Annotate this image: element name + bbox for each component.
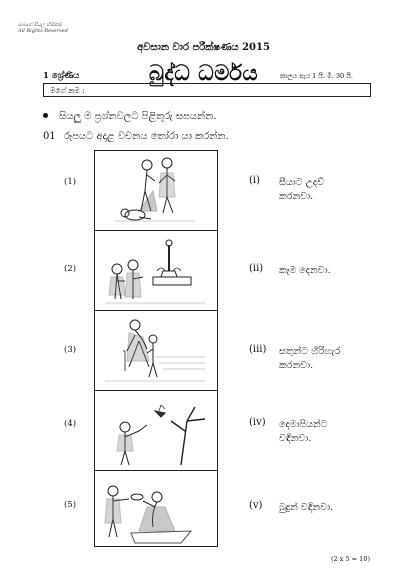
helping-friend-icon [95, 311, 217, 391]
offering-to-buddha-icon [95, 231, 217, 311]
student-name-field[interactable] [43, 83, 371, 97]
picture-4 [95, 391, 217, 471]
answer-label-3: (iii) [249, 344, 267, 355]
grade-label: 1 ශ්‍රේණිය [43, 71, 80, 81]
copyright-line-si: ඔබගේ සියලු හිමිකම් [18, 22, 62, 28]
copyright-line-en: All Rights Reserved [18, 28, 68, 34]
picture-number-2: (2) [64, 264, 77, 274]
picture-2 [95, 231, 217, 311]
picture-column [94, 150, 218, 547]
instruction-text: සියලු ම ප්‍රශ්නවලට පිළිතුරු සපයන්න. [59, 111, 217, 122]
picture-number-5: (5) [64, 500, 77, 510]
answer-3-line-1: සතුන්ට හිරිහැර [279, 346, 341, 357]
question-text: රූපයට අදාළ වචනය තෝරා යා කරන්න. [63, 131, 229, 142]
picture-1 [95, 151, 217, 231]
name-field-label: මගේ නම : [50, 86, 85, 95]
subject-title: බුද්ධ ධර්මය [148, 60, 259, 85]
exam-title: අවසාන වාර පරීක්ෂණය 2015 [137, 42, 270, 53]
picture-5 [95, 471, 217, 548]
copyright-notice [18, 22, 68, 34]
sparing-animals-icon [95, 391, 217, 471]
answer-1-line-2: කරනවා. [279, 191, 314, 202]
answer-2-line-1: කෑම දෙනවා. [279, 265, 331, 276]
answer-label-5: (v) [249, 500, 263, 511]
giving-alms-icon [95, 471, 217, 548]
instruction [43, 111, 216, 122]
answer-label-2: (ii) [249, 263, 264, 274]
picture-number-3: (3) [64, 345, 77, 355]
bullet-icon [43, 113, 48, 118]
picture-3 [95, 311, 217, 391]
time-allowed: කාලය පැය 1 යි. මි. 30 යි. [280, 72, 353, 80]
answer-5-line-1: බුදුන් වඳිනවා. [279, 502, 334, 513]
answer-1-line-1: සීයාට උදව් [279, 177, 324, 188]
answer-3-line-2: කරනවා. [279, 360, 314, 371]
answer-4-line-1: දෙමාපියන්ට [279, 419, 328, 430]
marks-allocation: (2 x 5 = 10) [331, 555, 370, 563]
answer-4-line-2: වඳිනවා. [279, 433, 312, 444]
question-number: 01 [43, 131, 56, 142]
worship-parents-icon [95, 151, 217, 231]
question [43, 131, 229, 142]
answer-label-4: (iv) [249, 417, 266, 428]
answer-label-1: (i) [249, 175, 261, 186]
picture-number-1: (1) [64, 177, 77, 187]
picture-number-4: (4) [64, 419, 77, 429]
